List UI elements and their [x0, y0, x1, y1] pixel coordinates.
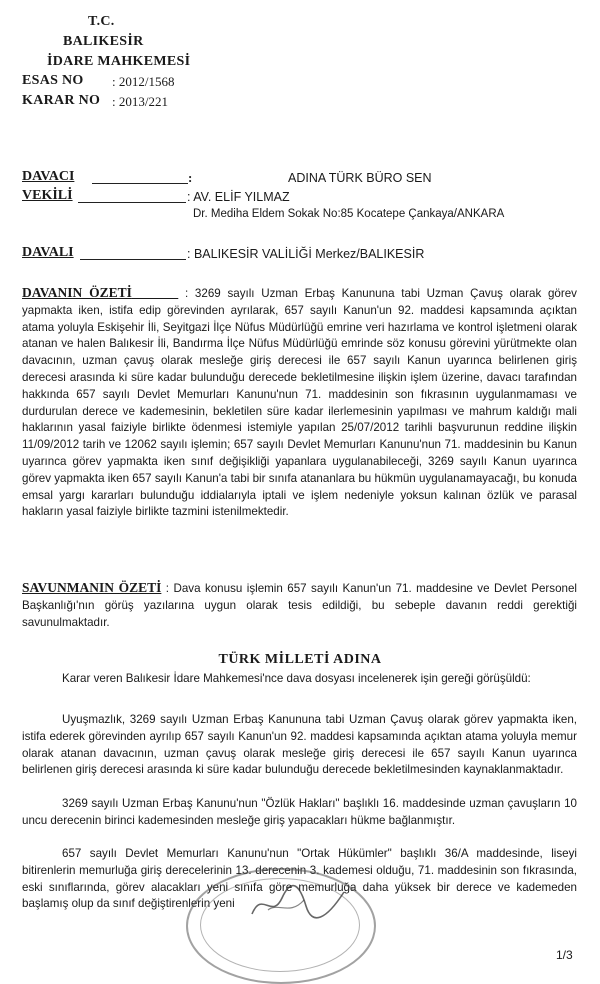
case-summary — [22, 285, 577, 521]
davaci-label: DAVACI — [22, 169, 75, 184]
karar-no-value: : 2013/221 — [112, 94, 168, 109]
verdict-paragraph-4: 657 sayılı Devlet Memurları Kanunu'nun "Ortak Hükümler" başlıklı 36/A maddesinde, liseyi bitirenlerin memurluğa giriş derecelerinin 13. derecenin 3. kademesi olduğu, 71. maddesinin son fıkrasında, eski sınıflarında, görev alacakları yeni sınıfa göre memurluğa daha yüksek bir derece ve kademeden başlamış olup da sınıf değiştirenlerin yeni — [22, 847, 577, 911]
davali-rule — [80, 247, 186, 260]
verdict-paragraph-2: Uyuşmazlık, 3269 sayılı Uzman Erbaş Kanununa tabi Uzman Çavuş olarak görev yapmakta iken, istifa ederek görevinden ayrılıp 657 sayılı Kanun'un 92. maddesi kapsamında açıktan atama yoluyla memur olarak atanan davacının, uzman çavuş olarak mesleğe giriş derecesi ile 657 sayılı Kanun uyarınca belirlenen giriş derecesi arasında ki süre kadar bulunduğu derecede bekletilmesinden kaynaklanmaktadır. — [22, 713, 577, 777]
header-court: İDARE MAHKEMESİ — [47, 54, 191, 69]
vekili-value: : AV. ELİF YILMAZ — [187, 190, 290, 204]
esas-no-value: : 2012/1568 — [112, 74, 175, 89]
davaci-colon: : — [188, 170, 193, 185]
page-number: 1/3 — [556, 948, 573, 962]
verdict-paragraph-1: Karar veren Balıkesir İdare Mahkemesi'nce dava dosyası incelenerek işin gereği görüşüldü: — [62, 672, 531, 685]
vekili-address: Dr. Mediha Eldem Sokak No:85 Kocatepe Çankaya/ANKARA — [193, 208, 505, 220]
case-summary-text: : 3269 sayılı Uzman Erbaş Kanununa tabi Uzman Çavuş olarak görev yapmakta iken, istifa edip görevinden ayrılarak, 657 sayılı Kanun'un 92. maddesi kapsamında açıktan atama yoluyla Eskişehir İli, Seyitgazi İlçe Nüfus Müdürlüğü emrine veri hazırlama ve kontrol işletmeni olarak atanan ve halen Balıkesir İli, Bandırma İlçe Nüfus Müdürlüğü emrinde söz konusu görevini yürütmekte olan davacının, uzman çavuş olarak mesleğe giriş derecesi ile 657 sayılı Kanun uyarınca belirlenen giriş derecesi arasında ki süre kadar bulunduğu derecede bekletilmesine ilişkin işlem üzerine, davacı tarafından hakkında 657 sayılı Devlet Memurları Kanunu'nun 71. maddesinin son fıkrasının uygulanmaması ve durdurulan derece ve kademesinin, bekletilen süre kadar ilerlemesinin yapılması ve mahrum kaldığı mali haklarının yasal faiziyle birlikte ödenmesi istemiyle yapılan 25/07/2012 tarihli başvurunun reddine ilişkin 11/09/2012 tarih ve 12062 sayılı işlemin; 657 sayılı Devlet Memurları Kanunu'nun 71. maddesinin bu Kanun uyarınca görev yapmakta iken sınıf değişikliği yapanlara uygulanabileceği, 3269 sayılı Kanun uyarınca görev yapmakta iken 657 sayılı Kanun'a tabi bir sınıfa atananlara bu hükmün uygulanamayacağı, bu konuda emsal yargı kararları bulunduğu iddialarıyla iptali ve işlem nedeniyle yoksun kalınan özlük ve parasal hakların yasal faiziyle birlikte tazmini istenilmektedir. — [22, 287, 577, 519]
vekili-rule — [78, 190, 186, 203]
esas-no-label: ESAS NO — [22, 73, 84, 88]
verdict-heading: TÜRK MİLLETİ ADINA — [218, 652, 382, 667]
defense-summary — [22, 580, 577, 631]
verdict-paragraph-3: 3269 sayılı Uzman Erbaş Kanunu'nun "Özlük Hakları" başlıklı 16. maddesinde uzman çavuşların 10 uncu derecenin birinci kademesinden mesleğe giriş yapacakları hükme bağlanmıştır. — [22, 797, 577, 827]
karar-no-label: KARAR NO — [22, 93, 101, 108]
signature-scribble — [248, 880, 348, 928]
davali-value: : BALIKESİR VALİLİĞİ Merkez/BALIKESİR — [187, 247, 425, 261]
header-tc: T.C. — [88, 14, 115, 29]
defense-summary-label: SAVUNMANIN ÖZETİ — [22, 580, 162, 595]
header-city: BALIKESİR — [63, 34, 144, 49]
case-summary-label: DAVANIN ÖZETİ — [22, 285, 132, 300]
davaci-value: ADINA TÜRK BÜRO SEN — [288, 171, 432, 185]
davali-label: DAVALI — [22, 245, 74, 260]
davaci-rule — [92, 171, 188, 184]
vekili-label: VEKİLİ — [22, 188, 73, 203]
defense-summary-text: : Dava konusu işlemin 657 sayılı Kanun'un 71. maddesine ve Devlet Personel Başkanlığı'nın görüş yazılarına uygun olarak tesis edildiği, bu sebeple davanın reddi gerektiği savunulmaktadır. — [22, 582, 577, 629]
